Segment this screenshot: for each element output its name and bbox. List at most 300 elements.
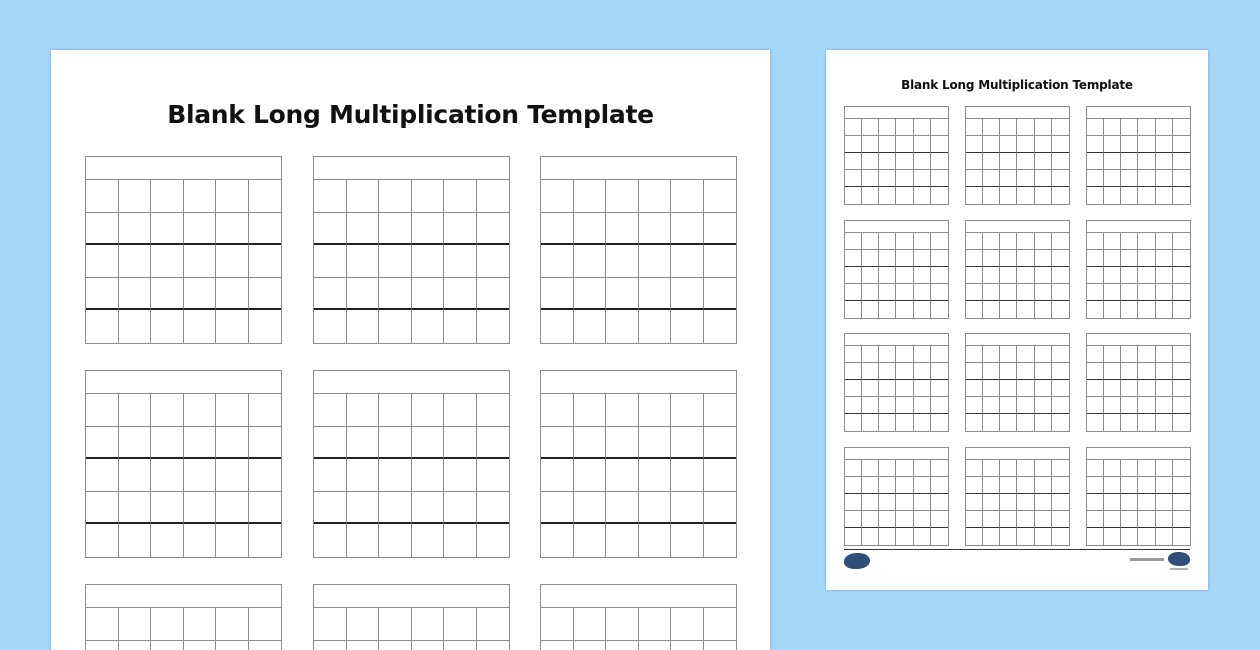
grid-cell bbox=[541, 310, 574, 343]
footer-url bbox=[1130, 558, 1164, 561]
grid-cell bbox=[249, 278, 282, 311]
grid-cell bbox=[704, 427, 737, 460]
grid-cell bbox=[184, 278, 217, 311]
grid-cell bbox=[671, 608, 704, 641]
grid-cell bbox=[1173, 460, 1190, 477]
grid-cell bbox=[966, 119, 983, 136]
grid-cell bbox=[606, 245, 639, 278]
grid-cell bbox=[704, 641, 737, 650]
grid-cell bbox=[862, 528, 879, 545]
grid-cell bbox=[704, 213, 737, 246]
grid-cell bbox=[931, 346, 948, 363]
grid-cell bbox=[1121, 494, 1138, 511]
grid-cell bbox=[314, 310, 347, 343]
grid-cell bbox=[879, 477, 896, 494]
grid-cell bbox=[541, 608, 574, 641]
grid-cell bbox=[1052, 380, 1069, 397]
grid-cell bbox=[1173, 346, 1190, 363]
grid-cell bbox=[249, 213, 282, 246]
grid-cell bbox=[879, 170, 896, 187]
grid-cell bbox=[1138, 397, 1155, 414]
grid-cell bbox=[1121, 346, 1138, 363]
grid-cell bbox=[896, 363, 913, 380]
grid-cell bbox=[1000, 414, 1017, 431]
grid-cell bbox=[1017, 414, 1034, 431]
grid-cell bbox=[983, 187, 1000, 204]
grid-cell bbox=[1104, 187, 1121, 204]
grid-cell bbox=[1017, 528, 1034, 545]
grid-cell bbox=[412, 213, 445, 246]
grid-cell bbox=[1121, 284, 1138, 301]
grid-cell bbox=[966, 233, 983, 250]
multiplication-grid bbox=[540, 584, 737, 650]
grid-cell bbox=[151, 213, 184, 246]
grid-cell bbox=[1017, 170, 1034, 187]
grid-cell bbox=[477, 245, 510, 278]
grid-cell bbox=[879, 460, 896, 477]
grid-cell bbox=[639, 492, 672, 525]
grid-cell bbox=[1087, 301, 1104, 318]
grid-cell bbox=[1035, 363, 1052, 380]
grid-cell bbox=[704, 245, 737, 278]
grid-cell bbox=[574, 492, 607, 525]
grid-cell bbox=[845, 250, 862, 267]
grid-cell bbox=[879, 284, 896, 301]
grid-cell bbox=[119, 310, 152, 343]
grid-cell bbox=[216, 492, 249, 525]
multiplication-grid bbox=[85, 156, 282, 344]
grid-cell bbox=[862, 363, 879, 380]
grid-cell bbox=[412, 427, 445, 460]
grid-header-box bbox=[86, 585, 281, 608]
grid-cell bbox=[249, 394, 282, 427]
grid-cell bbox=[896, 460, 913, 477]
grid-header-box bbox=[1087, 334, 1190, 346]
grid-cell bbox=[845, 363, 862, 380]
grid-cell bbox=[983, 119, 1000, 136]
grid-cell bbox=[477, 608, 510, 641]
grid-cell bbox=[119, 641, 152, 650]
grid-cell bbox=[541, 278, 574, 311]
grid-cell bbox=[379, 641, 412, 650]
grid-cell bbox=[1035, 284, 1052, 301]
grid-header-box bbox=[541, 157, 736, 180]
grid-cell bbox=[1104, 153, 1121, 170]
grid-cell bbox=[862, 187, 879, 204]
grid-cell bbox=[862, 380, 879, 397]
grid-cell bbox=[671, 641, 704, 650]
grid-cell bbox=[1000, 346, 1017, 363]
grid-cell bbox=[1121, 267, 1138, 284]
grid-cell bbox=[1138, 250, 1155, 267]
grid-cell bbox=[1138, 170, 1155, 187]
grid-cell bbox=[1173, 528, 1190, 545]
grid-cell bbox=[1156, 267, 1173, 284]
grid-cell bbox=[379, 459, 412, 492]
grid-cell bbox=[1121, 511, 1138, 528]
grid-cell bbox=[983, 363, 1000, 380]
grid-cell bbox=[1035, 494, 1052, 511]
grid-cell bbox=[347, 492, 380, 525]
grid-cell bbox=[914, 233, 931, 250]
grid-cell bbox=[1121, 233, 1138, 250]
grid-cell bbox=[1121, 119, 1138, 136]
grid-cell bbox=[914, 267, 931, 284]
grid-cell bbox=[1104, 250, 1121, 267]
grid-cell bbox=[1173, 363, 1190, 380]
grid-cell bbox=[86, 608, 119, 641]
grid-cell bbox=[1087, 187, 1104, 204]
grid-cell bbox=[86, 492, 119, 525]
grid-cell bbox=[347, 278, 380, 311]
grid-cell bbox=[477, 641, 510, 650]
grid-cell bbox=[1035, 414, 1052, 431]
grid-cell bbox=[1138, 267, 1155, 284]
grid-cell bbox=[412, 180, 445, 213]
grid-cell bbox=[119, 459, 152, 492]
grid-cell bbox=[574, 310, 607, 343]
grid-cell bbox=[1000, 250, 1017, 267]
grid-cell bbox=[845, 414, 862, 431]
grid-cell bbox=[983, 284, 1000, 301]
grid-cell bbox=[314, 641, 347, 650]
grid-cell bbox=[1156, 187, 1173, 204]
grid-cell bbox=[477, 524, 510, 557]
multiplication-grid bbox=[844, 106, 949, 205]
grid-cell bbox=[574, 459, 607, 492]
grid-cell bbox=[606, 427, 639, 460]
grid-cell bbox=[314, 459, 347, 492]
grid-cell bbox=[896, 250, 913, 267]
grid-cell bbox=[914, 477, 931, 494]
grid-cell bbox=[249, 459, 282, 492]
grid-cell bbox=[86, 524, 119, 557]
grid-cell bbox=[879, 511, 896, 528]
grid-cell bbox=[896, 187, 913, 204]
grid-cell bbox=[914, 346, 931, 363]
grid-cell bbox=[671, 427, 704, 460]
grid-cell bbox=[1104, 301, 1121, 318]
grid-cell bbox=[314, 427, 347, 460]
grid-cell bbox=[914, 284, 931, 301]
grid-cell bbox=[671, 180, 704, 213]
grid-cell bbox=[914, 301, 931, 318]
grid-cell bbox=[347, 394, 380, 427]
grid-cell bbox=[1121, 187, 1138, 204]
grid-cell bbox=[1017, 187, 1034, 204]
grid-cell bbox=[1017, 233, 1034, 250]
grid-cell bbox=[477, 180, 510, 213]
grid-cell bbox=[379, 492, 412, 525]
grid-cell bbox=[862, 119, 879, 136]
grid-cell bbox=[151, 394, 184, 427]
grid-cell bbox=[914, 153, 931, 170]
grid-cell bbox=[1121, 460, 1138, 477]
grid-header-box bbox=[966, 221, 1069, 233]
grid-cell bbox=[914, 494, 931, 511]
grid-header-box bbox=[86, 371, 281, 394]
grid-cell bbox=[1156, 414, 1173, 431]
grid-cell bbox=[983, 233, 1000, 250]
grid-cell bbox=[879, 397, 896, 414]
grid-cell bbox=[1173, 250, 1190, 267]
grid-cell bbox=[379, 213, 412, 246]
grid-cell bbox=[444, 524, 477, 557]
grid-cell bbox=[412, 524, 445, 557]
multiplication-grid bbox=[965, 333, 1070, 432]
grid-cell bbox=[347, 459, 380, 492]
grid-cell bbox=[931, 477, 948, 494]
grid-cell bbox=[379, 180, 412, 213]
grid-cell bbox=[606, 394, 639, 427]
grid-header-box bbox=[845, 107, 948, 119]
grid-cell bbox=[862, 233, 879, 250]
grid-cell bbox=[671, 245, 704, 278]
grid-cell bbox=[862, 511, 879, 528]
grid-cell bbox=[1104, 528, 1121, 545]
grid-cell bbox=[931, 414, 948, 431]
grid-cell bbox=[1156, 363, 1173, 380]
grid-cell bbox=[879, 250, 896, 267]
grid-cell bbox=[151, 524, 184, 557]
grid-cell bbox=[1104, 511, 1121, 528]
grid-cell bbox=[1104, 363, 1121, 380]
grid-cell bbox=[216, 608, 249, 641]
grid-cell bbox=[1173, 301, 1190, 318]
grid-cell bbox=[1035, 250, 1052, 267]
grid-cell bbox=[931, 233, 948, 250]
grid-cell bbox=[862, 460, 879, 477]
grid-cell bbox=[216, 427, 249, 460]
grid-cell bbox=[862, 414, 879, 431]
grid-cell bbox=[249, 641, 282, 650]
grid-cell bbox=[983, 136, 1000, 153]
grid-cell bbox=[1104, 267, 1121, 284]
grid-cell bbox=[983, 250, 1000, 267]
multiplication-grid bbox=[313, 370, 510, 558]
grid-cell bbox=[477, 459, 510, 492]
grid-cell bbox=[1087, 233, 1104, 250]
grid-cell bbox=[879, 363, 896, 380]
grid-cell bbox=[1138, 477, 1155, 494]
grid-cell bbox=[896, 119, 913, 136]
grid-cell bbox=[1052, 511, 1069, 528]
grid-cell bbox=[249, 492, 282, 525]
grid-cell bbox=[896, 267, 913, 284]
grid-cell bbox=[896, 397, 913, 414]
grid-cell bbox=[966, 346, 983, 363]
grid-cell bbox=[1035, 136, 1052, 153]
grid-cell bbox=[1156, 477, 1173, 494]
grid-cell bbox=[1173, 267, 1190, 284]
grid-cell bbox=[574, 641, 607, 650]
grid-cell bbox=[1052, 284, 1069, 301]
grid-cell bbox=[1000, 233, 1017, 250]
grid-cell bbox=[1138, 346, 1155, 363]
grid-cell bbox=[606, 213, 639, 246]
grid-cell bbox=[444, 180, 477, 213]
grid-cell bbox=[1104, 233, 1121, 250]
grid-cell bbox=[184, 427, 217, 460]
grid-cell bbox=[1087, 494, 1104, 511]
grid-cell bbox=[966, 397, 983, 414]
grid-cell bbox=[914, 136, 931, 153]
grid-cell bbox=[1087, 170, 1104, 187]
grid-cell bbox=[1173, 153, 1190, 170]
grid-cell bbox=[966, 460, 983, 477]
footer-copyright bbox=[1170, 568, 1188, 570]
grid-cell bbox=[983, 528, 1000, 545]
grid-cell bbox=[862, 284, 879, 301]
grid-cell bbox=[249, 524, 282, 557]
grid-cell bbox=[379, 310, 412, 343]
grid-cell bbox=[1017, 380, 1034, 397]
grid-cell bbox=[879, 267, 896, 284]
grid-cell bbox=[1156, 460, 1173, 477]
grid-cell bbox=[216, 245, 249, 278]
grid-cell bbox=[1017, 284, 1034, 301]
grid-cell bbox=[1052, 363, 1069, 380]
grid-cell bbox=[444, 213, 477, 246]
grid-cell bbox=[862, 250, 879, 267]
grid-cell bbox=[671, 310, 704, 343]
grid-cell bbox=[1000, 528, 1017, 545]
grid-cell bbox=[574, 394, 607, 427]
grid-cell bbox=[184, 524, 217, 557]
grid-cell bbox=[347, 524, 380, 557]
grid-cell bbox=[1052, 528, 1069, 545]
grid-cell bbox=[983, 414, 1000, 431]
grid-cell bbox=[879, 136, 896, 153]
grid-cell bbox=[1138, 301, 1155, 318]
grid-cell bbox=[412, 641, 445, 650]
grid-cell bbox=[184, 245, 217, 278]
grid-cell bbox=[639, 213, 672, 246]
grid-cell bbox=[1156, 380, 1173, 397]
grid-cell bbox=[1104, 119, 1121, 136]
grid-cell bbox=[704, 278, 737, 311]
grid-cell bbox=[931, 363, 948, 380]
grid-cell bbox=[444, 427, 477, 460]
grid-cell bbox=[845, 301, 862, 318]
grid-cell bbox=[1087, 267, 1104, 284]
grid-cell bbox=[541, 524, 574, 557]
grid-cell bbox=[896, 170, 913, 187]
grid-cell bbox=[1017, 267, 1034, 284]
grid-cell bbox=[1138, 136, 1155, 153]
grid-cell bbox=[931, 397, 948, 414]
grid-cell bbox=[639, 459, 672, 492]
grid-cell bbox=[1052, 170, 1069, 187]
page-preview-small bbox=[826, 50, 1208, 590]
grid-cell bbox=[1121, 153, 1138, 170]
grid-cell bbox=[184, 608, 217, 641]
grid-header-box bbox=[541, 371, 736, 394]
grid-cell bbox=[896, 380, 913, 397]
grid-cell bbox=[249, 310, 282, 343]
grid-cell bbox=[879, 119, 896, 136]
grid-cell bbox=[1087, 284, 1104, 301]
multiplication-grid bbox=[540, 370, 737, 558]
grid-cell bbox=[151, 180, 184, 213]
grid-cell bbox=[639, 524, 672, 557]
grid-cell bbox=[1000, 363, 1017, 380]
grid-cell bbox=[879, 346, 896, 363]
grid-cell bbox=[671, 459, 704, 492]
grid-cell bbox=[347, 608, 380, 641]
footer-divider bbox=[844, 549, 1190, 550]
grid-cell bbox=[314, 492, 347, 525]
grid-cell bbox=[444, 492, 477, 525]
grid-cell bbox=[1087, 397, 1104, 414]
grid-cell bbox=[184, 180, 217, 213]
grid-cell bbox=[1052, 477, 1069, 494]
grid-cell bbox=[1052, 250, 1069, 267]
grid-cell bbox=[1035, 301, 1052, 318]
grid-cell bbox=[1052, 267, 1069, 284]
grid-cell bbox=[896, 528, 913, 545]
grid-cell bbox=[879, 187, 896, 204]
grid-cell bbox=[914, 363, 931, 380]
grid-cell bbox=[477, 213, 510, 246]
grid-cell bbox=[1138, 414, 1155, 431]
grid-cell bbox=[845, 477, 862, 494]
grid-cell bbox=[966, 301, 983, 318]
grid-cell bbox=[1087, 460, 1104, 477]
grid-cell bbox=[931, 250, 948, 267]
grid-cell bbox=[1035, 153, 1052, 170]
grid-cell bbox=[966, 136, 983, 153]
grid-cell bbox=[1104, 414, 1121, 431]
grid-cell bbox=[704, 459, 737, 492]
grid-cell bbox=[1121, 170, 1138, 187]
grid-cell bbox=[1156, 153, 1173, 170]
grid-cell bbox=[1000, 153, 1017, 170]
grid-cell bbox=[1138, 380, 1155, 397]
grid-cell bbox=[1035, 187, 1052, 204]
grid-cell bbox=[477, 310, 510, 343]
grid-cell bbox=[1156, 119, 1173, 136]
grid-cell bbox=[845, 119, 862, 136]
grid-cell bbox=[249, 427, 282, 460]
grid-cell bbox=[1052, 494, 1069, 511]
page-preview-large bbox=[51, 50, 770, 650]
grid-cell bbox=[541, 641, 574, 650]
grid-cell bbox=[151, 492, 184, 525]
grid-cell bbox=[541, 245, 574, 278]
grid-cell bbox=[184, 310, 217, 343]
grid-cell bbox=[914, 397, 931, 414]
grid-cell bbox=[216, 213, 249, 246]
multiplication-grid bbox=[1086, 447, 1191, 546]
grid-cell bbox=[412, 492, 445, 525]
grid-cell bbox=[862, 397, 879, 414]
grid-header-box bbox=[1087, 448, 1190, 460]
grid-cell bbox=[1121, 528, 1138, 545]
grid-cell bbox=[412, 608, 445, 641]
grid-cell bbox=[983, 346, 1000, 363]
grid-cell bbox=[914, 119, 931, 136]
grid-cell bbox=[1000, 301, 1017, 318]
grid-cell bbox=[119, 213, 152, 246]
grid-cell bbox=[216, 278, 249, 311]
grid-cell bbox=[845, 153, 862, 170]
grid-cell bbox=[914, 380, 931, 397]
grid-cell bbox=[914, 528, 931, 545]
grid-cell bbox=[1017, 511, 1034, 528]
grid-cell bbox=[931, 511, 948, 528]
grid-cell bbox=[1156, 170, 1173, 187]
